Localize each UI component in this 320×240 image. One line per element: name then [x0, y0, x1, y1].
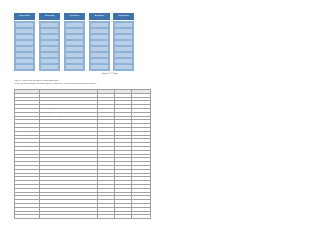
table-cell: Data Quality — [40, 112, 98, 116]
table-cell — [98, 215, 115, 219]
column-header: Data domain — [15, 90, 40, 94]
diagram-column-body — [113, 21, 134, 71]
table-cell: Metadata — [15, 165, 40, 169]
diagram-cell — [41, 41, 58, 45]
diagram-column — [113, 13, 134, 71]
diagram-cell — [91, 41, 108, 45]
diagram-cell — [16, 59, 33, 63]
diagram-cell — [16, 29, 33, 33]
table-body — [15, 93, 151, 218]
diagram-cell — [115, 53, 132, 57]
diagram-column — [64, 13, 85, 71]
table-cell: Data Standards — [40, 101, 98, 105]
diagram-column-body — [14, 21, 35, 71]
diagram-cell — [115, 65, 132, 69]
diagram-cell — [115, 35, 132, 39]
diagram-cell — [41, 59, 58, 63]
diagram-cell — [41, 53, 58, 57]
diagram-cell — [66, 47, 83, 51]
diagram-cell — [91, 59, 108, 63]
table-cell — [15, 215, 40, 219]
diagram-cell — [91, 35, 108, 39]
diagram-column-body — [39, 21, 60, 71]
diagram-column-body — [64, 21, 85, 71]
figure-caption: Figure 11.7 Some — [102, 73, 118, 75]
table-cell: Data Security — [15, 131, 40, 135]
diagram-column-body — [89, 21, 110, 71]
diagram-column-header: Organization — [113, 13, 134, 20]
diagram-cell — [66, 53, 83, 57]
diagram-column-header: Technology — [39, 13, 60, 20]
table-cell: Data Management — [15, 146, 40, 150]
table-row — [15, 215, 151, 219]
diagram-cell — [41, 29, 58, 33]
table-cell — [115, 215, 132, 219]
diagram-cell — [66, 59, 83, 63]
diagram-cell — [66, 41, 83, 45]
diagram-cell — [16, 23, 33, 27]
diagram-cell — [16, 47, 33, 51]
table-cell: Data Lifecycle Management — [40, 154, 98, 158]
table-cell: Data Ownership — [40, 108, 98, 112]
paragraph-line: Table 11.7 Some of the key aspects of data governance... — [14, 80, 60, 82]
column-header: Subject area — [98, 90, 115, 94]
table-cell: Data Management Strategy — [40, 116, 98, 120]
diagram-column-header: Organization — [14, 13, 35, 20]
diagram-cell — [16, 65, 33, 69]
table-cell: Governance — [15, 93, 40, 97]
diagram-cell — [66, 23, 83, 27]
table-cell: Data Quality — [15, 120, 40, 124]
diagram-cell — [41, 23, 58, 27]
table-cell — [40, 215, 98, 219]
diagram-cell — [115, 41, 132, 45]
diagram-cell — [41, 35, 58, 39]
diagram-column — [89, 13, 110, 71]
diagram-cell — [91, 47, 108, 51]
diagram-cell — [66, 29, 83, 33]
diagram-column — [39, 13, 60, 71]
body-paragraph — [14, 80, 135, 86]
diagram-cell — [16, 35, 33, 39]
diagram-cell — [41, 47, 58, 51]
column-header: Data owner — [115, 90, 132, 94]
diagram-column — [14, 13, 35, 71]
framework-diagram — [14, 13, 134, 71]
paragraph-line: Source: key data elements, associated aspects, suitable data, and associated data governance aspects — [14, 83, 97, 85]
diagram-cell — [91, 65, 108, 69]
diagram-cell — [66, 65, 83, 69]
document-page — [0, 0, 149, 198]
diagram-cell — [91, 53, 108, 57]
governance-table — [14, 89, 143, 219]
diagram-cell — [41, 65, 58, 69]
column-header: Data steward — [132, 90, 151, 94]
diagram-column-header: Operations — [64, 13, 85, 20]
diagram-cell — [16, 53, 33, 57]
column-header: Aspects — [40, 90, 98, 94]
diagram-cell — [91, 29, 108, 33]
data-table — [14, 89, 151, 219]
diagram-cell — [91, 23, 108, 27]
diagram-cell — [115, 23, 132, 27]
table-cell — [132, 215, 151, 219]
diagram-cell — [115, 47, 132, 51]
diagram-cell — [16, 41, 33, 45]
diagram-cell — [115, 59, 132, 63]
diagram-cell — [115, 29, 132, 33]
diagram-column-header: Availability — [89, 13, 110, 20]
diagram-cell — [66, 35, 83, 39]
